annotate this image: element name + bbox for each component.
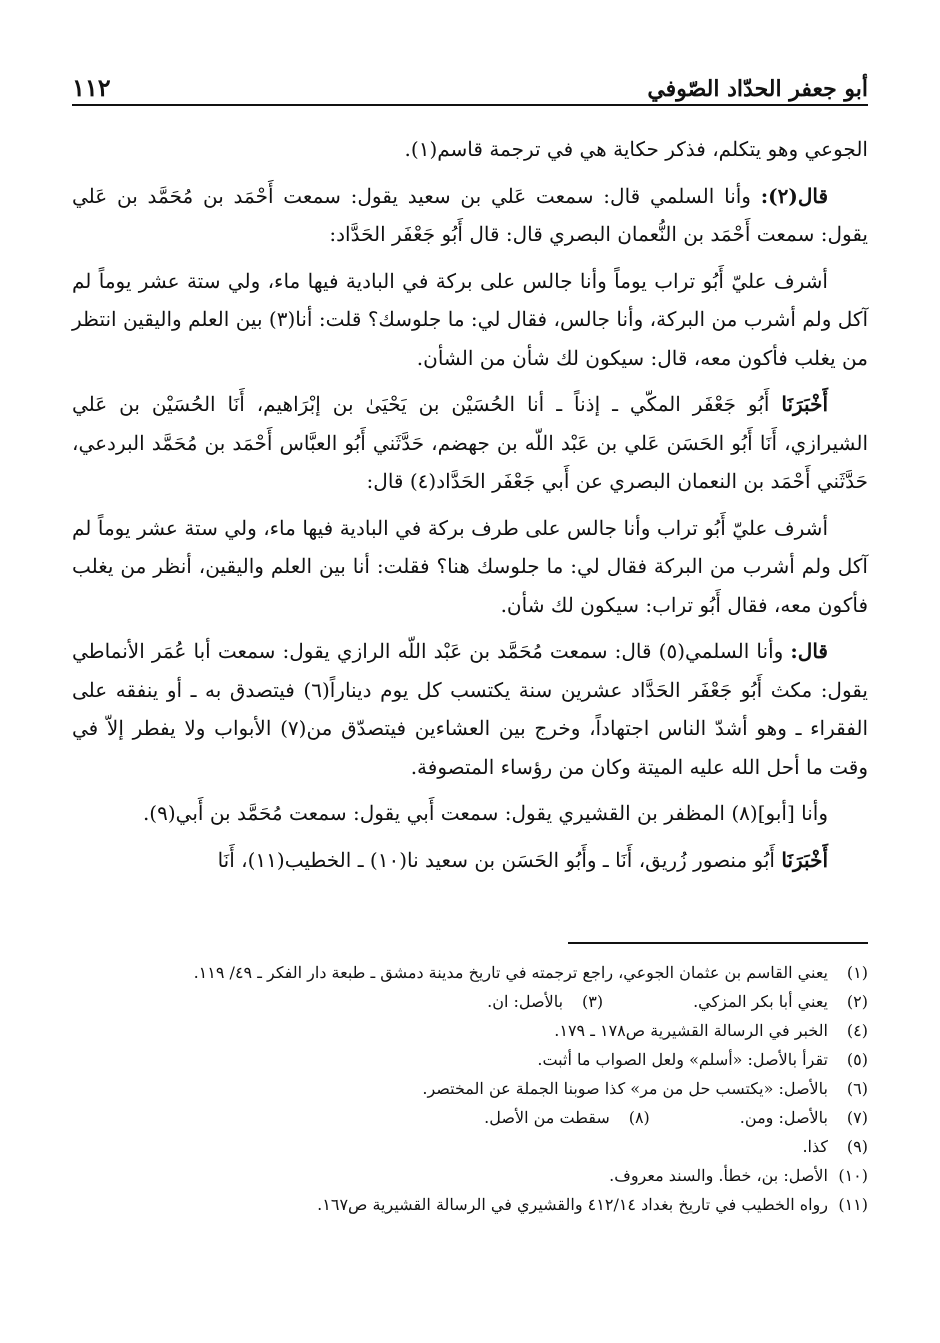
footnote-number: (٤) bbox=[846, 1021, 868, 1040]
paragraph-5 bbox=[72, 509, 868, 625]
footnote bbox=[72, 1132, 868, 1161]
footnote-text: كذا. bbox=[802, 1137, 828, 1156]
footnote-text: يعني أبا بكر المزكي. bbox=[693, 992, 828, 1011]
paragraph-lead: أَخْبَرَنَا bbox=[781, 847, 828, 872]
paragraph-1 bbox=[72, 130, 868, 169]
footnote bbox=[72, 1161, 868, 1190]
paragraph-2 bbox=[72, 177, 868, 254]
paragraph-text: أَبُو جَعْفَر المكّي ـ إذناً ـ أنا الحُسَيْن بن يَحْيَىٰ بن إبْرَاهيم، أَنَا الحُسَيْن بن عَلي الشيرازي، أَنَا أَبُو الحَسَن عَلي بن عَبْد اللّه بن جهضم، حَدَّثَني أَبُو العبَّاس أَحْمَد بن مُحَمَّد البردعي، حَدَّثَني أَحْمَد بن النعمان البصري عن أَبي جَعْفَر الحَدَّاد(٤) قال: bbox=[72, 392, 868, 493]
paragraph-text: وأنا السلمي(٥) قال: سمعت مُحَمَّد بن عَبْد اللّه الرازي يقول: سمعت أبا عُمَر الأنماطي يقول: مكث أَبُو جَعْفَر الحَدَّاد عشرين سنة يكتسب كل يوم ديناراً(٦) فيتصدق به ـ أو ينفقه على الفقراء ـ وهو أشدّ الناس اجتهاداً، وخرج بين العشاءين فيتصدّق من(٧) الأبواب ولا يفطر إلاّ في وقت ما أحل الله عليه الميتة وكان من رؤساء المتصوفة. bbox=[72, 639, 869, 779]
paragraph-6 bbox=[72, 632, 868, 786]
paragraph-text: أشرف عليّ أَبُو تراب يوماً وأنا جالس على بركة في البادية فيها ماء، ولي ستة عشر يوماً لم آكل ولم أشرب من البركة، وأنا جالس، فقال لي: ما جلوسك؟ قلت: أنا(٣) بين العلم واليقين انتظر من يغلب فأكون معه، قال: سيكون لك شأن من الشأن. bbox=[72, 268, 868, 370]
footnote-number: (٨) bbox=[628, 1108, 650, 1127]
paragraph-text: أَبُو منصور زُريق، أَنَا ـ وأَبُو الحَسَن بن سعيد نا(١٠) ـ الخطيب(١١)، أَنَا bbox=[217, 847, 775, 872]
footnote-text: بالأصل: ومن. bbox=[739, 1108, 828, 1127]
footnote-text: رواه الخطيب في تاريخ بغداد ٤١٢/١٤ والقشيري في الرسالة القشيرية ص١٦٧. bbox=[317, 1195, 828, 1214]
footnote-number: (٩) bbox=[846, 1137, 868, 1156]
footnote-number: (٢) bbox=[846, 992, 868, 1011]
footnote-inline bbox=[484, 1103, 650, 1132]
footnote bbox=[72, 958, 868, 987]
footnote-text: بالأصل: ان. bbox=[487, 992, 564, 1011]
footnote-number: (١١) bbox=[838, 1195, 868, 1214]
footnote-text: بالأصل: «يكتسب حل من مر» كذا صوبنا الجملة عن المختصر. bbox=[422, 1079, 828, 1098]
footnote-number: (٧) bbox=[846, 1108, 868, 1127]
footnote bbox=[72, 1103, 868, 1132]
paragraph-4 bbox=[72, 385, 868, 501]
footnote bbox=[72, 1016, 868, 1045]
running-title: أبو جعفر الحدّاد الصّوفي bbox=[647, 76, 868, 102]
main-text bbox=[72, 130, 868, 887]
header-rule bbox=[72, 104, 868, 106]
paragraph-8 bbox=[72, 841, 868, 880]
footnote-rule bbox=[568, 942, 868, 944]
footnote-number: (١) bbox=[846, 963, 868, 982]
paragraph-7 bbox=[72, 794, 868, 833]
footnotes bbox=[72, 958, 868, 1219]
footnote bbox=[72, 1190, 868, 1219]
paragraph-text: وأنا السلمي قال: سمعت عَلي بن سعيد يقول: سمعت أَحْمَد بن مُحَمَّد بن عَلي يقول: سمعت أَحْمَد بن النُّعمان البصري قال: قال أَبُو جَعْفَر الحَدَّاد: bbox=[72, 183, 868, 246]
footnote bbox=[72, 1045, 868, 1074]
paragraph-text: الجوعي وهو يتكلم، فذكر حكاية هي في ترجمة قاسم(١). bbox=[404, 137, 868, 161]
footnote bbox=[72, 987, 868, 1016]
paragraph-lead: أَخْبَرَنَا bbox=[781, 392, 828, 416]
footnote-number: (١٠) bbox=[838, 1166, 868, 1185]
footnote-text: سقطت من الأصل. bbox=[484, 1108, 610, 1127]
paragraph-lead: قال: bbox=[790, 639, 828, 663]
footnote-inline bbox=[487, 987, 603, 1016]
footnote-number: (٦) bbox=[846, 1079, 868, 1098]
page-header bbox=[72, 52, 868, 102]
footnote-number: (٣) bbox=[581, 992, 604, 1011]
footnote-text: يعني القاسم بن عثمان الجوعي، راجع ترجمته في تاريخ مدينة دمشق ـ طبعة دار الفكر ـ ٤٩/ ١١٩. bbox=[193, 963, 828, 982]
paragraph-lead: قال(٢): bbox=[760, 183, 829, 208]
footnote-number: (٥) bbox=[846, 1050, 868, 1069]
paragraph-text: وأنا [أبو](٨) المظفر بن القشيري يقول: سمعت أَبي يقول: سمعت مُحَمَّد بن أَبي(٩). bbox=[142, 801, 828, 825]
footnote bbox=[72, 1074, 868, 1103]
footnote-text: الأصل: بن، خطأ. والسند معروف. bbox=[609, 1166, 828, 1185]
paragraph-text: أشرف عليّ أَبُو تراب وأنا جالس على طرف بركة في البادية فيها ماء، ولي ستة عشر يوماً لم آكل ولم أشرب من البركة فقال لي: ما جلوسك هنا؟ فقلت: أنا بين العلم واليقين، أنظر من يغلب فأكون معه، فقال أَبُو تراب: سيكون لك شأن. bbox=[72, 515, 868, 617]
paragraph-3 bbox=[72, 262, 868, 378]
footnote-text: الخبر في الرسالة القشيرية ص١٧٨ ـ ١٧٩. bbox=[554, 1021, 828, 1040]
footnote-text: تقرأ بالأصل: «أسلم» ولعل الصواب ما أثبت. bbox=[537, 1050, 828, 1069]
page-number: ١١٢ bbox=[72, 73, 111, 102]
